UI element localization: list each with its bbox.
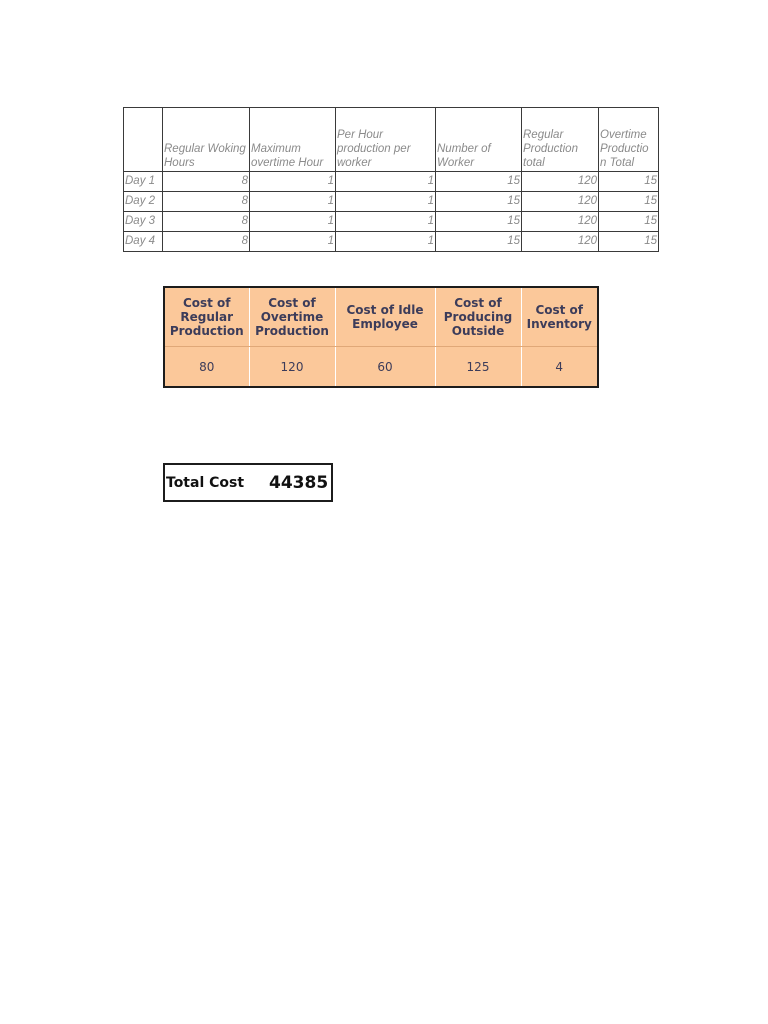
table-cell: 120 [522, 232, 599, 252]
table-cell: 1 [250, 232, 336, 252]
table-cell: 8 [163, 172, 250, 192]
header-regular-production-total: Regular Production total [522, 108, 599, 172]
header-per-hour-production: Per Hour production per worker [336, 108, 436, 172]
table-cell: 8 [163, 192, 250, 212]
header-cost-inventory: Cost of Inventory [521, 287, 598, 347]
table-cell: 1 [250, 172, 336, 192]
table-cell: 1 [336, 172, 436, 192]
table-row [124, 172, 659, 192]
production-header-blank [124, 108, 163, 172]
table-cell: 8 [163, 212, 250, 232]
table-cell: 15 [436, 232, 522, 252]
cost-regular-production-value: 80 [164, 347, 249, 388]
table-row [124, 232, 659, 252]
cost-value-row [164, 347, 598, 388]
table-row [124, 212, 659, 232]
total-cost-value: 44385 [269, 472, 329, 493]
header-regular-working-hours: Regular Woking Hours [163, 108, 250, 172]
row-label: Day 1 [124, 172, 163, 192]
table-cell: 15 [436, 172, 522, 192]
cost-idle-employee-value: 60 [335, 347, 435, 388]
table-cell: 120 [522, 212, 599, 232]
header-cost-overtime-production: Cost of Overtime Production [249, 287, 335, 347]
header-maximum-overtime-hour: Maximum overtime Hour [250, 108, 336, 172]
row-label: Day 2 [124, 192, 163, 212]
table-cell: 120 [522, 192, 599, 212]
cost-table [163, 286, 599, 388]
table-cell: 1 [336, 232, 436, 252]
total-cost-label: Total Cost [166, 474, 245, 491]
header-cost-idle-employee: Cost of Idle Employee [335, 287, 435, 347]
table-cell: 15 [436, 192, 522, 212]
header-cost-regular-production: Cost of Regular Production [164, 287, 249, 347]
table-cell: 15 [436, 212, 522, 232]
cost-overtime-production-value: 120 [249, 347, 335, 388]
table-cell: 1 [336, 192, 436, 212]
production-header-row [124, 108, 659, 172]
cost-inventory-value: 4 [521, 347, 598, 388]
row-label: Day 4 [124, 232, 163, 252]
table-cell: 1 [250, 212, 336, 232]
table-cell: 1 [250, 192, 336, 212]
production-table [123, 107, 659, 252]
table-cell: 1 [336, 212, 436, 232]
header-overtime-production-total: Overtime Productio n Total [599, 108, 659, 172]
table-cell: 15 [599, 232, 659, 252]
cost-header-row [164, 287, 598, 347]
table-cell: 15 [599, 172, 659, 192]
table-cell: 120 [522, 172, 599, 192]
cost-producing-outside-value: 125 [435, 347, 521, 388]
header-number-of-worker: Number of Worker [436, 108, 522, 172]
table-row [124, 192, 659, 212]
total-cost-box [163, 463, 333, 502]
table-cell: 8 [163, 232, 250, 252]
header-cost-producing-outside: Cost of Producing Outside [435, 287, 521, 347]
table-cell: 15 [599, 192, 659, 212]
row-label: Day 3 [124, 212, 163, 232]
table-cell: 15 [599, 212, 659, 232]
